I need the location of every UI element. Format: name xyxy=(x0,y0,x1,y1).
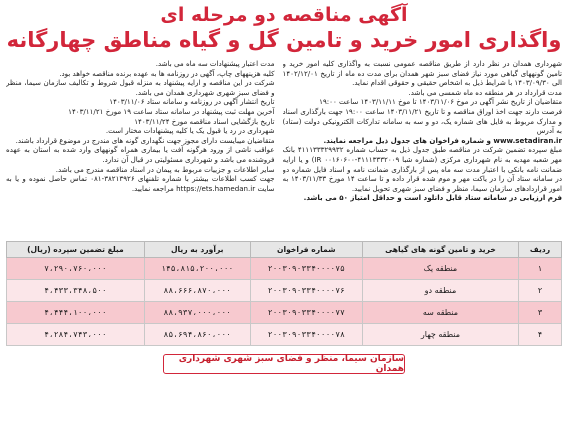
col-header-call-number: شماره فراخوان xyxy=(250,242,362,258)
website-link[interactable]: www.setadiran.ir و شماره فراخوان های جدول ذیل مراجعه نمایند. xyxy=(323,135,562,145)
paragraph: فرصت دارند جهت اخذ اوراق مناقصه و تا تاریخ ۱۴۰۳/۱۱/۲۱ ساعت ۱۹:۰۰ جهت بارگذاری اسناد و مدارک مربوط به فایل های شماره یک، دو و سه به سامانه تدارکات الکترونیکی دولت (ستاد) به آدرس xyxy=(282,106,562,136)
col-header-deposit: مبلغ تضمین سپرده (ریال) xyxy=(7,242,145,258)
notice-title: آگهی مناقصه دو مرحله ای xyxy=(160,4,408,26)
paragraph: تاریخ انتشار آگهی در روزنامه و سامانه ستاد ۱۴۰۳/۱۱/۰۶ xyxy=(109,97,275,107)
cell-item: منطقه یک xyxy=(362,258,518,280)
paragraph: مدت اعتبار پیشنهادات سه ماه می باشد. xyxy=(155,59,275,68)
table-row xyxy=(7,280,562,302)
paragraph: مدت قرارداد در هر منطقه ده ماه شمسی می باشد. xyxy=(408,87,562,97)
cell-estimate: ۸۸،۶۶۶،۸۷۰،۰۰۰ xyxy=(144,280,250,302)
paragraph: آخرین مهلت ثبت پیشنهاد در سامانه ستاد ساعت ۱۹ مورخ ۱۴۰۳/۱۱/۲۱ xyxy=(68,106,275,116)
paragraph: شهرداری در رد یا قبول یک یا کلیه پیشنهادات مختار است. xyxy=(105,126,275,136)
cell-deposit: ۴،۴۳۳،۳۴۸،۵۰۰ xyxy=(7,280,145,302)
cell-call-number: ۲۰۰۳۰۹۰۳۳۴۰۰۰۰۷۵ xyxy=(250,258,362,280)
cell-estimate: ۱۴۵،۸۱۵،۲۰۰،۰۰۰ xyxy=(144,258,250,280)
cell-deposit: ۷،۲۹۰،۷۶۰،۰۰۰ xyxy=(7,258,145,280)
cell-call-number: ۲۰۰۳۰۹۰۳۳۴۰۰۰۰۷۶ xyxy=(250,280,362,302)
table-row xyxy=(7,324,562,346)
cell-call-number: ۲۰۰۳۰۹۰۳۳۴۰۰۰۰۷۸ xyxy=(250,324,362,346)
contact-info: جهت کسب اطلاعات بیشتر با شماره تلفنهای ۳۸۲۱۳۹۲۶-۰۸۱ تماس حاصل نموده و یا به سایت https://ets.hamedan.ir مراجعه نمایید. xyxy=(6,174,275,193)
cell-index: ۲ xyxy=(519,280,562,302)
table-row xyxy=(7,258,562,280)
cell-deposit: ۴،۴۴۴،۱۰۰،۰۰۰ xyxy=(7,302,145,324)
paragraph: متقاضیان میبایست دارای مجوز جهت نگهداری گونه های مندرج در موضوع قرارداد باشند. xyxy=(15,135,275,145)
paragraph: عواقب ناشی از ورود هرگونه آفت یا بیماری همراه گونههای وارد شده به استان به عهده فروشنده می باشد و شهرداری مسئولیتی در قبال آن ندارد. xyxy=(6,145,275,164)
cell-index: ۳ xyxy=(519,302,562,324)
cell-deposit: ۴،۲۸۴،۷۴۳،۰۰۰ xyxy=(7,324,145,346)
table-header-row xyxy=(7,242,562,258)
cell-item: منطقه دو xyxy=(362,280,518,302)
cell-item: منطقه چهار xyxy=(362,324,518,346)
paragraph: شرکت در این مناقصه و ارایه پیشنهاد به منزله قبول شروط و تکالیف سازمان سیما، منظر و فضای سبز شهری شهرداری همدان می باشد. xyxy=(6,78,275,97)
col-header-index: ردیف xyxy=(519,242,562,258)
cell-index: ۱ xyxy=(519,258,562,280)
paragraph: شهرداری همدان در نظر دارد از طریق مناقصه عمومی نسبت به واگذاری کلیه امور خرید و تامین گونههای گیاهی مورد نیاز فضای سبز شهر همدان برای مدت ده ماه از تاریخ ۱۴۰۲/۱۲/۰۱ الی ۱۴۰۳/۰۹/۳۰ با شرایط ذیل به اشخاص حقیقی و حقوقی اقدام نماید. xyxy=(282,59,562,88)
cell-estimate: ۸۸،۹۳۷،۰۰۰،۰۰۰ xyxy=(144,302,250,324)
cell-item: منطقه سه xyxy=(362,302,518,324)
cell-call-number: ۲۰۰۳۰۹۰۳۳۴۰۰۰۰۷۷ xyxy=(250,302,362,324)
notice-column-right xyxy=(283,59,562,237)
paragraph: سایر اطلاعات و جزییات مربوط به پیمان در اسناد مناقصه مندرج می باشد. xyxy=(55,164,275,174)
col-header-estimate: برآورد به ریال xyxy=(144,242,250,258)
col-header-item: خرید و تامین گونه های گیاهی xyxy=(362,242,518,258)
notice-subtitle: واگذاری امور خرید و تامین گل و گیاه مناطق چهارگانه xyxy=(6,28,562,52)
cell-index: ۴ xyxy=(519,324,562,346)
notice-body xyxy=(6,59,562,237)
cell-estimate: ۸۵،۶۹۴،۸۶۰،۰۰۰ xyxy=(144,324,250,346)
paragraph: تاریخ بازگشایی اسناد مناقصه مورخ ۱۴۰۳/۱۱/۲۴ xyxy=(134,116,275,126)
tender-table xyxy=(6,241,562,346)
paragraph: فرم ارزیابی در سامانه ستاد قابل دانلود است و حداقل امتیاز ۵۰ می باشد. xyxy=(303,193,562,203)
organization-footer: سازمان سیما، منظر و فضای سبز شهری شهرداری همدان xyxy=(163,354,405,374)
paragraph: متقاضیان از تاریخ نشر آگهی در موخ ۱۴۰۳/۱۱/۰۶ تا موخ ۱۴۰۳/۱۱/۱۱ ساعت ۱۹:۰۰ xyxy=(319,97,562,107)
table-row xyxy=(7,302,562,324)
paragraph: مبلغ سپرده تضمین شرکت در مناقصه طبق جدول ذیل به حساب شماره ۴۱۱۱۳۳۳۲۹۹۳۲ بانک مهر شعبه مهدیه به نام شهرداری مرکزی (شماره شبا ۴۱۱۱۳۳۳۲۰۰۹-۰۰۱۶۰۶۰۰ IR) و یا ارایه ضمانت نامه بانکی با اعتبار مدت سه ماه پس از بارگذاری ضمانت نامه و اسناد فایل شماره دو در سامانه ستاد آن را در یاکت مهر و موم شده قرار داده و تا ساعت ۱۴ مورخ ۱۴۰۳/۱۱/۳۳ به امور قراردادهای سازمان سیما، منظر و فضای سبز شهری تحویل نمایید. xyxy=(282,145,562,193)
notice-column-left xyxy=(6,59,275,237)
paragraph: کلیه هزینههای چاپ، آگهی در روزنامه ها به عهده برنده مناقصه خواهد بود. xyxy=(59,68,275,78)
notice-header xyxy=(6,4,562,53)
